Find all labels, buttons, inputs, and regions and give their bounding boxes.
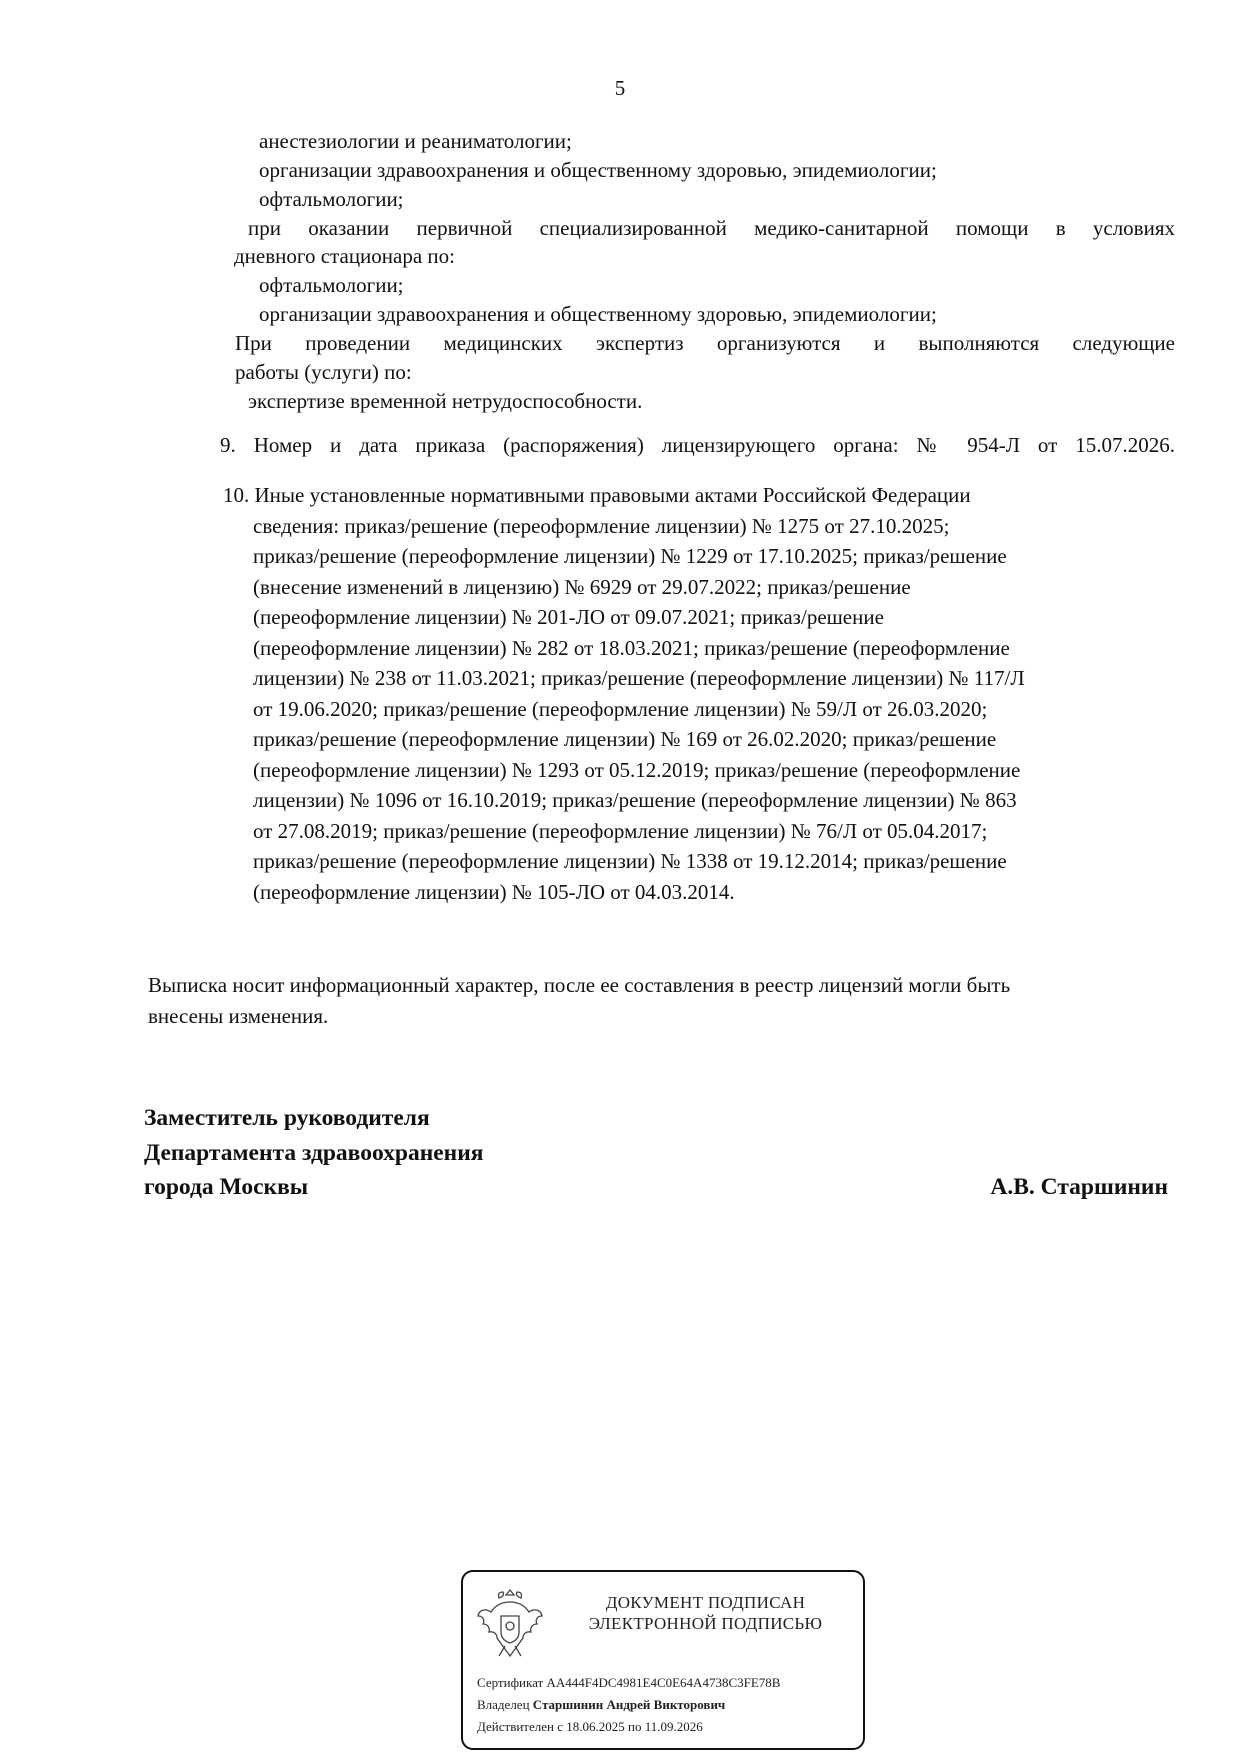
page-number: 5 bbox=[614, 76, 626, 100]
signatory-title-line: Департамента здравоохранения bbox=[144, 1139, 484, 1166]
item-10-line: от 27.08.2019; приказ/решение (переоформление лицензии) № 76/Л от 05.04.2017; bbox=[253, 818, 988, 843]
item-10-other-information bbox=[223, 480, 1168, 907]
list-line: дневного стационара по: bbox=[234, 244, 455, 268]
item-10-line: (переоформление лицензии) № 1293 от 05.12.2019; приказ/решение (переоформление bbox=[253, 757, 1021, 782]
certificate-value: AA444F4DC4981E4C0E64A4738C3FE78B bbox=[546, 1675, 781, 1690]
signatory-title-line: города Москвы bbox=[144, 1174, 309, 1200]
list-line: офтальмологии; bbox=[259, 273, 404, 297]
item-10-line: (внесение изменений в лицензию) № 6929 от 29.07.2022; приказ/решение bbox=[253, 574, 911, 599]
item-10-line: (переоформление лицензии) № 105-ЛО от 04.03.2014. bbox=[253, 879, 735, 904]
item-10-line: сведения: приказ/решение (переоформление лицензии) № 1275 от 27.10.2025; bbox=[253, 513, 950, 538]
item-10-line: 10. Иные установленные нормативными правовыми актами Российской Федерации bbox=[223, 483, 971, 507]
owner-row bbox=[477, 1694, 780, 1716]
item-10-line: лицензии) № 1096 от 16.10.2019; приказ/решение (переоформление лицензии) № 863 bbox=[253, 788, 1017, 812]
list-line: организации здравоохранения и общественному здоровью, эпидемиологии; bbox=[259, 302, 937, 326]
stamp-title bbox=[563, 1592, 848, 1634]
certificate-row bbox=[477, 1672, 780, 1694]
notice-line: внесены изменения. bbox=[148, 1004, 329, 1028]
item-10-line: от 19.06.2020; приказ/решение (переоформление лицензии) № 59/Л от 26.03.2020; bbox=[253, 696, 988, 721]
item-10-line: лицензии) № 238 от 11.03.2021; приказ/решение (переоформление лицензии) № 117/Л bbox=[253, 666, 1025, 690]
item-10-line: приказ/решение (переоформление лицензии) № 1229 от 17.10.2025; приказ/решение bbox=[253, 544, 1007, 568]
signatory-title bbox=[144, 1101, 483, 1205]
list-line: При проведении медицинских экспертиз организуются и выполняются следующие bbox=[235, 331, 1175, 355]
list-line: при оказании первичной специализированной медико-санитарной помощи в условиях bbox=[248, 216, 1175, 240]
certificate-label: Сертификат bbox=[477, 1675, 544, 1690]
electronic-signature-stamp bbox=[461, 1570, 865, 1750]
signatory-title-line: Заместитель руководителя bbox=[144, 1105, 430, 1131]
item-10-line: приказ/решение (переоформление лицензии) № 1338 от 19.12.2014; приказ/решение bbox=[253, 849, 1007, 873]
stamp-title-line: ДОКУМЕНТ ПОДПИСАН bbox=[605, 1593, 806, 1612]
notice-line: Выписка носит информационный характер, после ее составления в реестр лицензий могли быть bbox=[148, 973, 1011, 997]
item-9-order-number: 9. Номер и дата приказа (распоряжения) лицензирующего органа: № 954-Л от 15.07.2026. bbox=[220, 433, 1175, 457]
coat-of-arms-icon bbox=[475, 1586, 545, 1662]
list-line: организации здравоохранения и общественному здоровью, эпидемиологии; bbox=[259, 158, 937, 182]
owner-value: Старшинин Андрей Викторович bbox=[532, 1697, 726, 1712]
item-10-line: приказ/решение (переоформление лицензии) № 169 от 26.02.2020; приказ/решение bbox=[253, 727, 997, 751]
stamp-title-line: ЭЛЕКТРОННОЙ ПОДПИСЬЮ bbox=[588, 1614, 823, 1633]
item-10-line: (переоформление лицензии) № 282 от 18.03.2021; приказ/решение (переоформление bbox=[253, 635, 1010, 660]
list-line: анестезиологии и реаниматологии; bbox=[259, 129, 572, 153]
validity-row: Действителен с 18.06.2025 по 11.09.2026 bbox=[477, 1719, 703, 1734]
list-line: работы (услуги) по: bbox=[235, 360, 412, 384]
signatory-name: А.В. Старшинин bbox=[990, 1174, 1168, 1200]
item-10-line: (переоформление лицензии) № 201-ЛО от 09.07.2021; приказ/решение bbox=[253, 605, 884, 629]
list-line: экспертизе временной нетрудоспособности. bbox=[248, 389, 643, 413]
owner-label: Владелец bbox=[477, 1697, 530, 1712]
informational-notice bbox=[148, 970, 1178, 1032]
stamp-details bbox=[477, 1672, 780, 1738]
list-line: офтальмологии; bbox=[259, 187, 404, 211]
